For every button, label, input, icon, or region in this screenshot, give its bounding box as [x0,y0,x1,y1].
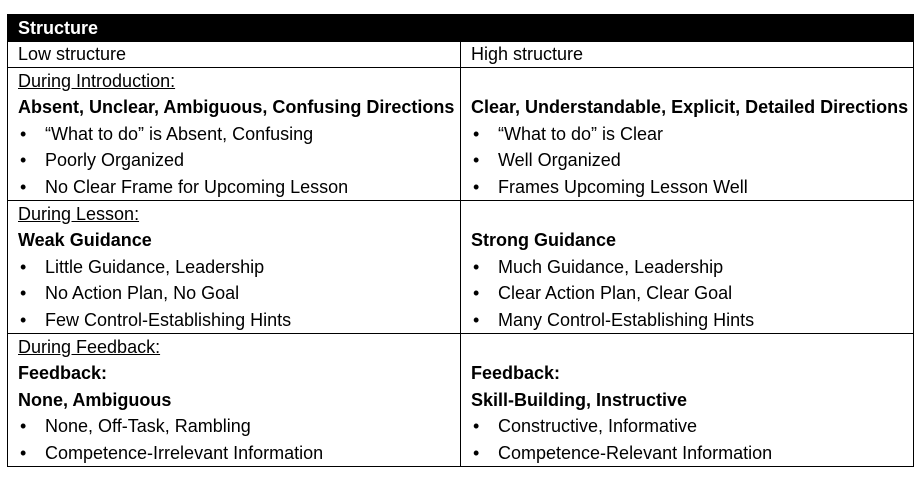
structure-table [7,14,914,467]
list-item-text: “What to do” is Clear [498,123,664,144]
bullet-icon: • [473,176,480,197]
bullet-icon: • [20,123,27,144]
high-heading: Feedback: [471,363,561,384]
high-structure-cell [461,201,914,334]
spacer [471,68,913,94]
low-subheading: None, Ambiguous [18,389,172,410]
high-structure-cell [461,68,914,201]
phase-label: During Lesson: [18,204,140,225]
list-item-text: Many Control-Establishing Hints [498,309,755,330]
list-item [471,121,913,147]
list-item [471,280,913,306]
bullet-icon: • [20,442,27,463]
bullet-icon: • [473,123,480,144]
bullet-icon: • [20,150,27,171]
high-bullet-list [471,254,913,333]
list-item-text: None, Off-Task, Rambling [45,416,251,437]
low-bullet-list [18,121,460,200]
high-bullet-list [471,413,913,466]
list-item [18,174,460,200]
bullet-icon: • [473,442,480,463]
list-item-text: Clear Action Plan, Clear Goal [498,283,733,304]
list-item-text: Little Guidance, Leadership [45,256,265,277]
spacer [471,334,913,360]
list-item-text: Few Control-Establishing Hints [45,309,292,330]
list-item [471,174,913,200]
phase-label: During Introduction: [18,71,176,91]
bullet-icon: • [20,416,27,437]
list-item-text: No Action Plan, No Goal [45,283,240,304]
list-item [18,121,460,147]
list-item-text: No Clear Frame for Upcoming Lesson [45,176,349,197]
list-item-text: Competence-Irrelevant Information [45,442,324,463]
low-heading: Weak Guidance [18,230,152,251]
low-heading: Feedback: [18,363,108,384]
bullet-icon: • [473,309,480,330]
bullet-icon: • [473,416,480,437]
high-subheading: Skill-Building, Instructive [471,389,688,410]
column-header-high: High structure [461,42,914,68]
list-item [471,307,913,333]
high-heading: Strong Guidance [471,230,617,251]
list-item [18,147,460,173]
bullet-icon: • [20,256,27,277]
table-title: Structure [8,15,914,42]
list-item-text: “What to do” is Absent, Confusing [45,123,314,144]
list-item [471,147,913,173]
section-row-introduction [8,68,914,201]
high-structure-cell [461,334,914,467]
title-row [8,15,914,42]
list-item [18,307,460,333]
bullet-icon: • [473,283,480,304]
list-item [18,413,460,439]
list-item [18,440,460,466]
column-header-row [8,42,914,68]
list-item-text: Competence-Relevant Information [498,442,773,463]
low-heading: Absent, Unclear, Ambiguous, Confusing Directions [18,97,455,118]
list-item [471,440,913,466]
low-structure-cell [8,201,461,334]
bullet-icon: • [473,256,480,277]
bullet-icon: • [20,309,27,330]
high-bullet-list [471,121,913,200]
list-item-text: Well Organized [498,150,621,171]
list-item-text: Poorly Organized [45,150,185,171]
list-item-text: Constructive, Informative [498,416,698,437]
bullet-icon: • [20,283,27,304]
low-bullet-list [18,413,460,466]
bullet-icon: • [20,176,27,197]
list-item-text: Much Guidance, Leadership [498,256,724,277]
spacer [471,201,913,227]
list-item [18,254,460,280]
low-structure-cell [8,68,461,201]
section-row-lesson [8,201,914,334]
list-item [18,280,460,306]
list-item [471,254,913,280]
list-item-text: Frames Upcoming Lesson Well [498,176,748,197]
low-structure-cell [8,334,461,467]
section-row-feedback [8,334,914,467]
list-item [471,413,913,439]
phase-label: During Feedback: [18,337,161,358]
bullet-icon: • [473,150,480,171]
high-heading: Clear, Understandable, Explicit, Detailed Directions [471,97,909,118]
column-header-low: Low structure [8,42,461,68]
low-bullet-list [18,254,460,333]
